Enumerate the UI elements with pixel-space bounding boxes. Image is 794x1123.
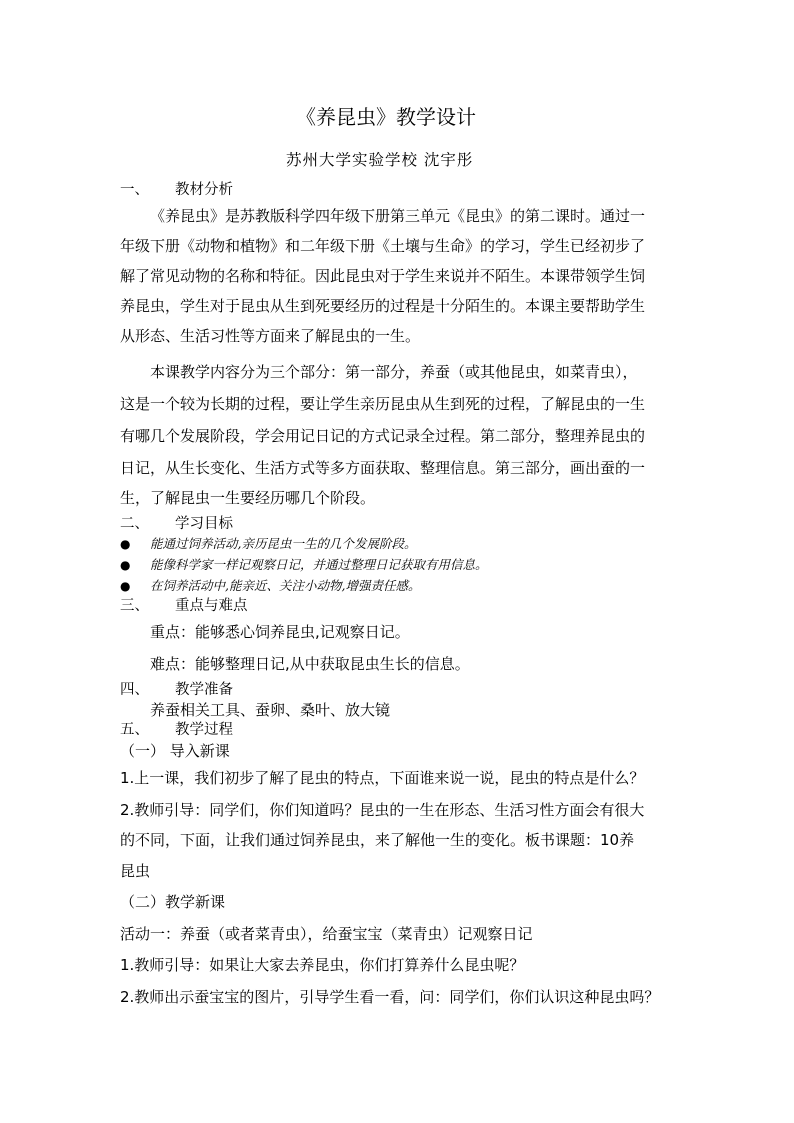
section-4-title: 教学准备 — [175, 682, 233, 698]
section-3-number: 三、 — [120, 598, 149, 614]
difficulty: 难点：能够整理日记,从中获取昆虫生长的信息。 — [150, 655, 470, 673]
step-line: 1.上一课，我们初步了解了昆虫的特点，下面谁来说一说，昆虫的特点是什么？ — [120, 769, 645, 787]
paragraph-line: 从形态、生活习性等方面来了解昆虫的一生。 — [120, 327, 421, 345]
step-line: 的不同，下面，让我们通过饲养昆虫，来了解他一生的变化。板书课题：10养 — [120, 831, 635, 849]
key-point: 重点：能够悉心饲养昆虫,记观察日记。 — [150, 623, 410, 641]
section-2-number: 二、 — [120, 516, 149, 532]
activity-1-title: 活动一：养蚕（或者菜青虫），给蚕宝宝（菜青虫）记观察日记 — [120, 925, 533, 943]
section-5-title: 教学过程 — [175, 722, 233, 738]
paragraph-line: 生，了解昆虫一生要经历哪几个阶段。 — [120, 489, 376, 507]
paragraph-line: 有哪几个发展阶段，学会用记日记的方式记录全过程。第二部分，整理养昆虫的 — [120, 427, 646, 445]
section-2-title: 学习目标 — [175, 516, 233, 532]
list-item: 能像科学家一样记观察日记，并通过整理日记获取有用信息。 — [150, 557, 488, 572]
paragraph-line: 《养昆虫》是苏教版科学四年级下册第三单元《昆虫》的第二课时。通过一 — [150, 207, 646, 225]
paragraph-line: 这是一个较为长期的过程，要让学生亲历昆虫从生到死的过程，了解昆虫的一生 — [120, 395, 646, 413]
subsection-intro-heading: （一） 导入新课 — [120, 742, 230, 760]
list-item: 在饲养活动中,能亲近、关注小动物,增强责任感。 — [150, 578, 421, 593]
paragraph-line: 解了常见动物的名称和特征。因此昆虫对于学生来说并不陌生。本课带领学生饲 — [120, 267, 646, 285]
materials-line: 养蚕相关工具、蚕卵、桑叶、放大镜 — [150, 701, 391, 719]
section-3-title: 重点与难点 — [175, 598, 248, 614]
paragraph-line: 日记，从生长变化、生活方式等多方面获取、整理信息。第三部分，画出蚕的一 — [120, 459, 646, 477]
section-4-number: 四、 — [120, 682, 149, 698]
bullet-icon: ● — [120, 537, 131, 551]
section-1-title: 教材分析 — [175, 182, 233, 198]
paragraph-line: 年级下册《动物和植物》和二年级下册《土壤与生命》的学习，学生已经初步了 — [120, 237, 646, 255]
bullet-icon: ● — [120, 579, 131, 593]
list-item: 能通过饲养活动,亲历昆虫一生的几个发展阶段。 — [150, 536, 417, 551]
step-line: 1.教师引导：如果让大家去养昆虫，你们打算养什么昆虫呢？ — [120, 956, 525, 974]
step-line: 2.教师引导：同学们，你们知道吗？昆虫的一生在形态、生活习性方面会有很大 — [120, 801, 645, 819]
step-line: 2.教师出示蚕宝宝的图片，引导学生看一看，问：同学们，你们认识这种昆虫吗？ — [120, 988, 660, 1006]
section-5-number: 五、 — [120, 722, 149, 738]
bullet-icon: ● — [120, 558, 131, 572]
paragraph-line: 养昆虫，学生对于昆虫从生到死要经历的过程是十分陌生的。本课主要帮助学生 — [120, 297, 646, 315]
subsection-new-lesson-heading: （二）教学新课 — [120, 893, 226, 911]
page-title: 《养昆虫》教学设计 — [296, 105, 476, 129]
author-line: 苏州大学实验学校 沈宇彤 — [286, 151, 474, 169]
section-1-number: 一、 — [120, 182, 149, 198]
paragraph-line: 本课教学内容分为三个部分：第一部分，养蚕（或其他昆虫，如菜青虫）， — [150, 363, 638, 381]
step-line: 昆虫 — [120, 862, 151, 880]
